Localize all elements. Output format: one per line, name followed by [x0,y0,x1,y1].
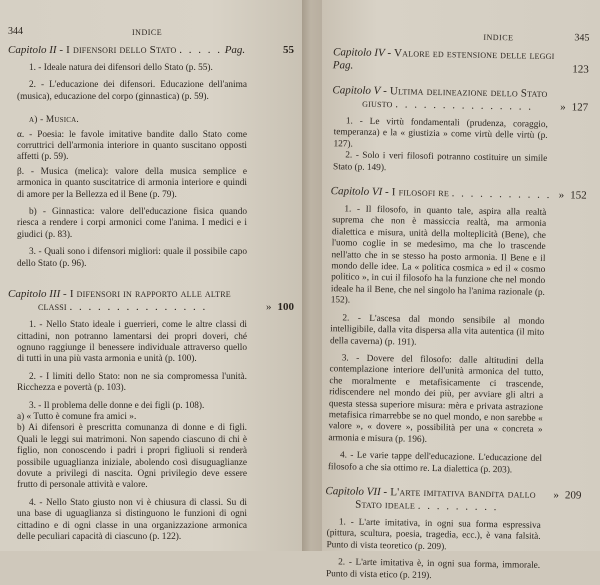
toc-item: 1. - L'arte imitativa, in ogni sua forma espressiva (pittura, scultura, poesia, tragedia, ecc.), è vana falsità. Punto di vista teoretico (p. 209). [326,517,541,553]
toc-item: 4. - Le varie tappe dell'educazione. L'educazione del filosofo a che sia ottimo re. La dialettica (p. 203). [327,450,543,475]
toc-item: 3. - Quali sono i difensori migliori: quale il possibile capo dello Stato (p. 96). [17,247,247,269]
chapter-6-heading [331,185,587,202]
ditto-mark: » [266,301,272,314]
chapter-title-line [355,499,581,516]
running-head: INDICE [132,28,163,37]
page-header [8,26,294,40]
toc-item: b) Ai difensori è prescritta comunanza di donne e di figli. Quali le leggi sui matrimoni. Non sapendo ciascuno di chi è figlio, non conoscendo i padri i propri figliuoli si renderà possibile uguaglianza iniziale, abolendo così disuguaglianze dovute a privilegi di nascita. Ogni privilegio deve essere frutto di personale attività e valore. [17,423,247,491]
pag-label: Pag. [224,44,246,56]
ditto-mark: » [558,189,565,202]
page-header [333,28,589,46]
pag-label: Pag. [332,59,354,72]
dot-leader: . . . . . . . . . . . . . . . [395,98,534,113]
toc-item: 1. - Le virtù fondamentali (prudenza, coraggio, temperanza) e la « giustizia » come virtù delle virtù (p. 127). [333,116,548,150]
chapter-page: 127 [571,101,589,114]
page-number: 344 [8,26,23,37]
toc-item: 1. - Nello Stato ideale i guerrieri, come le altre classi di cittadini, non potranno lamentarsi dei propri doveri, ché ognuno raggiunge il benessere individuale attraverso quello di tutti in una più vasta armonia e unità (p. 100). [17,320,247,365]
toc-item: 3. - Il problema delle donne e dei figli (p. 108). [29,400,205,411]
right-page [322,0,600,581]
dot-leader: . . . . . [179,44,222,56]
chapter-title: - L'arte imitativa bandita dallo [383,486,536,501]
running-head: INDICE [483,32,514,43]
dot-leader: . . . . . . . . . [417,499,499,514]
toc-subheading: a) - Musica. [29,115,79,126]
chapter-title-line [8,288,294,301]
chapter-label: Capitolo IV [332,46,385,60]
chapter-label: Capitolo III [8,288,61,301]
toc-item: b) - Ginnastica: valore dell'educazione fisica quando riesca a rendere i corpi armonici come l'anima. I medici e i giudici (p. 83). [17,207,247,240]
chapter-3-heading [8,288,294,301]
chapter-title: Stato ideale [355,498,416,512]
dot-leader: . . . . . . . . . . . [451,187,552,202]
chapter-page: 100 [277,301,294,314]
chapter-title-line [333,46,567,76]
chapter-4-heading [333,46,589,76]
chapter-title: - Ultima delineazione dello Stato [383,85,548,100]
chapter-title: - I difensori in rapporto alle altre [63,288,231,301]
page-number: 345 [574,32,590,44]
chapter-title: - Valore ed estensione delle leggi [387,47,555,63]
chapter-page: 123 [572,63,589,76]
toc-item: 2. - I limiti dello Stato: non ne sia compromessa l'unità. Ricchezza e povertà (p. 103). [17,371,247,394]
chapter-2-heading [8,44,294,57]
chapter-page: 209 [564,489,582,502]
chapter-title: classi [38,301,67,314]
toc-item: 1. - Ideale natura dei difensori dello Stato (p. 55). [29,63,213,73]
chapter-3-heading-cont [8,301,294,314]
chapter-title-line [8,44,277,57]
toc-item: 2. - Solo i veri filosofi potranno costituire un simile Stato (p. 149). [333,150,548,173]
chapter-title: - I difensori dello Stato [59,44,177,56]
toc-item: 4. - Nello Stato giusto non vi è chiusura di classi. Su di una base di uguaglianza si distinguono le funzioni di ogni cittadino e di ogni classe in una organizzazione armonica delle peculiari capacità di ciascuno (p. 122). [17,497,247,542]
chapter-title: giusto [362,97,393,111]
chapter-page: 55 [283,44,294,56]
chapter-page: 152 [570,189,587,202]
chapter-title-line [38,301,260,314]
chapter-label: Capitolo V [332,84,381,98]
toc-item: α. - Poesia: le favole imitative bandite dallo Stato come corruttrici dell'armonia interiore in quanto suscitano opposti affetti (p. 59). [17,129,247,163]
toc-item: β. - Musica (melica): valore della musica semplice e armonica in quanto suscitatrice di armonia interiore e quindi di amore per la Bellezza ed il Bene (p. 79). [17,166,247,200]
chapter-title-line [331,185,553,202]
toc-item: 3. - Dovere del filosofo: dalle altitudini della contemplazione interiore dell'unità armonica del tutto, che moralmente e metafisicamente ci trascende, ridiscendere nel mondo dei più, per avviare gli altri a questa stessa superiore misura: mèra e privata astrazione metafisica rimarrebbe se no quel mondo, e non sarebbe « valore », « dovere », possibilità per una « concreta » armonia e misura (p. 196). [328,353,544,445]
toc-item: 2. - L'arte imitativa è, in ogni sua forma, immorale. Punto di vista etico (p. 219). [325,557,541,581]
chapter-label: Capitolo VII [325,485,381,499]
dot-leader: . . . . . . . . . . . . . . . [69,301,208,314]
chapter-label: Capitolo VI [330,185,383,199]
toc-item: 1. - Il filosofo, in quanto tale, aspira alla realtà suprema che non è massiccia realtà, ma armonia dialettica e misura, unità della molteplicità (Bene), che l'uomo coglie in se medesimo, ma che lo trascende nell'atto che in se stesso ha posto armonia. Il Bene e il mondo delle idee. La « politica cosmica » ed il « cosmo politico », in cui il filosofo ha la funzione che nel mondo ideale ha il Bene, che nel singolo ha l'anima razionale (p. 152). [330,204,547,306]
ditto-mark: » [553,489,559,502]
ditto-mark: » [560,101,566,114]
toc-item: 2. - L'educazione dei difensori. Educazione dell'anima (musica), educazione del corpo (ginnastica) (p. 59). [17,80,247,102]
chapter-title-line [362,98,554,114]
chapter-label: Capitolo II [8,44,57,56]
left-page [0,0,302,551]
toc-item: a) « Tutto è comune fra amici ». [17,411,137,422]
toc-item: 2. - L'ascesa dal mondo sensibile al mondo intelligibile, dalla vita dispersa alla vita autentica (il mito della caverna) (p. 191). [329,313,545,348]
chapter-title: - I filosofi re [384,186,450,200]
